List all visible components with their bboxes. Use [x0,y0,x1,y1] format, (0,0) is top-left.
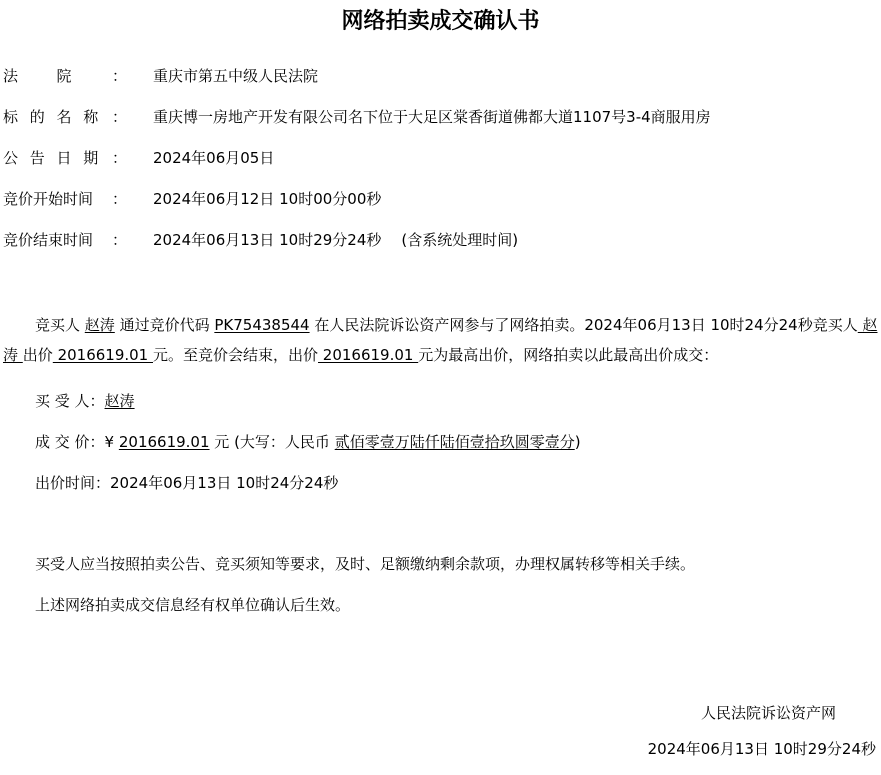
end-time-label-text: 竞价结束时间 [3,231,94,249]
subject-label [3,106,127,128]
deal-price-line [35,431,581,453]
court-label [3,65,127,87]
buyer-label: 买 受 人： [35,392,105,410]
deal-price-label: 成 交 价：¥ [35,433,119,451]
paragraph-text: 元。至竞价会结束，出价 [153,346,319,364]
start-time-label [3,188,127,210]
subject-label-char: 名 [56,108,72,126]
subject-label-char: 称 [83,108,99,126]
paragraph-text: 元为最高出价，网络拍卖以此最高出价成交： [418,346,719,364]
document-title: 网络拍卖成交确认书 [341,9,540,34]
paragraph-text: 竞买人 [35,316,85,334]
bid-code: PK75438544 [214,316,310,334]
announce-date-label-char: 公 [3,149,19,167]
bid-time-value: 2024年06月13日 10时24分24秒 [110,474,339,492]
start-time-value: 2024年06月12日 10时00分00秒 [153,190,382,208]
notice-payment: 买受人应当按照拍卖公告、竞买须知等要求，及时、足额缴纳剩余款项，办理权属转移等相关手续。 [35,555,696,573]
label-colon: ： [111,67,127,85]
deal-price-words: 贰佰零壹万陆仟陆佰壹拾玖圆零壹分 [334,433,575,451]
label-colon: ： [111,149,127,167]
bid-price: 2016619.01 [52,346,153,364]
bidder-name: 赵涛 [3,316,878,364]
label-colon: ： [111,231,127,249]
announce-date-label-char: 日 [56,149,72,167]
end-time-value: 2024年06月13日 10时29分24秒 [153,231,382,249]
highest-price: 2016619.01 [318,346,419,364]
signature-date: 2024年06月13日 10时29分24秒 [647,740,876,758]
paragraph-text: 出价 [22,346,53,364]
buyer-line [35,390,135,412]
label-colon: ： [111,108,127,126]
announce-date-label-char: 期 [83,149,99,167]
end-time-note: (含系统处理时间) [401,231,519,249]
court-value: 重庆市第五中级人民法院 [153,67,319,85]
end-time-value-wrap [153,229,518,251]
end-time-label [3,229,127,251]
subject-value: 重庆博一房地产开发有限公司名下位于大足区棠香街道佛都大道1107号3-4商服用房 [153,108,711,126]
paragraph-text: 在人民法院诉讼资产网参与了网络拍卖。2024年06月13日 10时24分24秒竞买人 [309,316,858,334]
label-colon: ： [111,190,127,208]
bid-time-line [35,472,338,494]
subject-label-char: 的 [29,108,45,126]
deal-price-text: 元 (大写：人民币 [209,433,335,451]
start-time-label-text: 竞价开始时间 [3,190,94,208]
auction-result-paragraph [3,310,879,370]
paragraph-text: 通过竞价代码 [114,316,215,334]
signature-org: 人民法院诉讼资产网 [700,704,836,722]
deal-price-amount: 2016619.01 [118,433,210,451]
announce-date-label [3,147,127,169]
notice-effective: 上述网络拍卖成交信息经有权单位确认后生效。 [35,596,351,614]
deal-price-text: ) [574,433,581,451]
court-label-char: 法 [3,67,19,85]
bidder-name: 赵涛 [84,316,115,334]
announce-date-value: 2024年06月05日 [153,149,275,167]
announce-date-label-char: 告 [29,149,45,167]
bid-time-label: 出价时间： [35,474,111,492]
court-label-char: 院 [56,67,72,85]
subject-label-char: 标 [3,108,19,126]
buyer-name: 赵涛 [104,392,135,410]
